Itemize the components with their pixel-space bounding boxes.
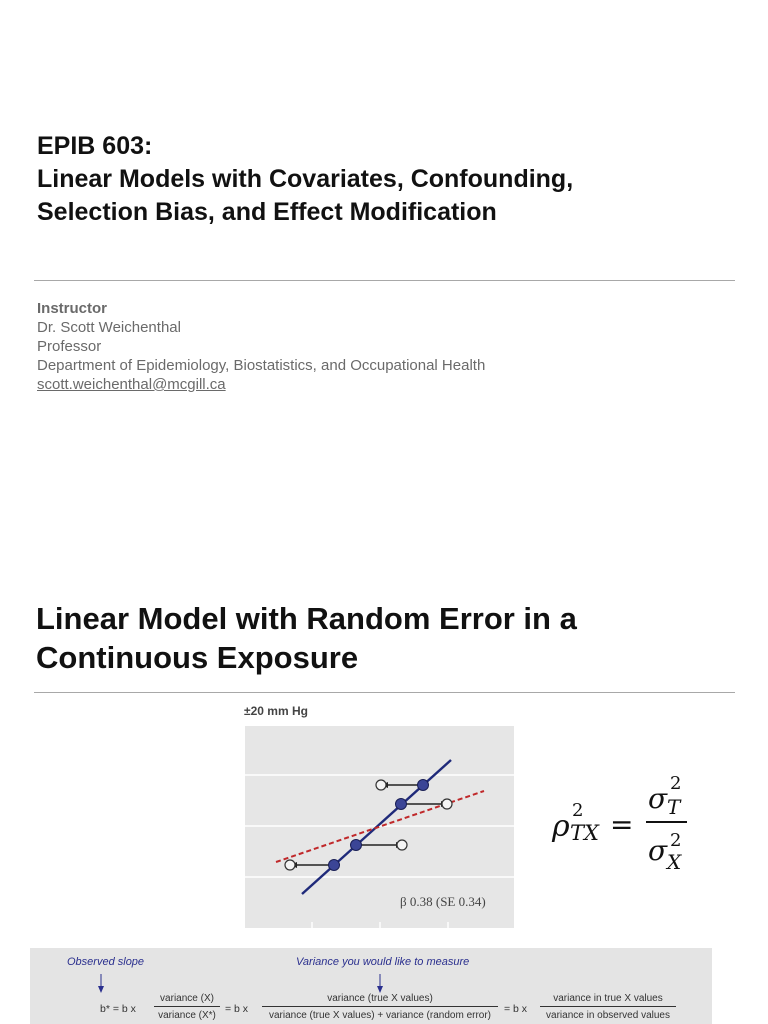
formula-rho-sub: TX <box>570 821 599 845</box>
true-point <box>329 860 340 871</box>
instructor-block <box>37 299 485 394</box>
formula-num-sup: 2 <box>670 773 682 794</box>
course-title <box>37 130 727 229</box>
beta-label: β 0.38 (SE 0.34) <box>400 894 486 909</box>
instructor-department: Department of Epidemiology, Biostatistics, and Occupational Health <box>37 357 486 374</box>
derivation-fraction-1 <box>154 993 220 1021</box>
formula-num-sub: T <box>667 795 681 819</box>
variance-caption: Variance you would like to measure <box>296 956 470 968</box>
observed-point <box>442 799 452 809</box>
fraction-2-numerator: variance (true X values) <box>327 993 433 1004</box>
course-title-line-1: Linear Models with Covariates, Confounding, <box>37 165 574 193</box>
fraction-3-numerator: variance in true X values <box>553 993 663 1004</box>
course-title-line-2: Selection Bias, and Effect Modification <box>37 198 497 226</box>
instructor-heading: Instructor <box>37 300 108 317</box>
formula-sigma-num: σ <box>648 782 668 815</box>
formula-rho-sup: 2 <box>572 800 584 821</box>
derivation-fraction-3 <box>540 993 676 1021</box>
derivation-eq-2: = b x <box>225 1003 249 1015</box>
formula-rho: ρ <box>552 809 570 844</box>
fraction-3-denominator: variance in observed values <box>540 1006 676 1021</box>
reliability-formula <box>548 770 698 880</box>
observed-point <box>397 840 407 850</box>
derivation-eq-3: = b x <box>504 1003 528 1015</box>
section-divider <box>34 692 735 693</box>
fraction-1-denominator: variance (X*) <box>154 1006 220 1021</box>
figure-scale-label: ±20 mm Hg <box>244 704 308 718</box>
true-point <box>351 840 362 851</box>
true-point <box>396 799 407 810</box>
course-code: EPIB 603: <box>37 132 153 160</box>
instructor-email-link[interactable]: scott.weichenthal@mcgill.ca <box>37 376 226 393</box>
instructor-role: Professor <box>37 338 102 355</box>
formula-den-sub: X <box>667 850 682 874</box>
formula-den-sup: 2 <box>670 830 682 851</box>
title-divider <box>34 280 735 281</box>
true-point <box>418 780 429 791</box>
section-title-line-1: Linear Model with Random Error in a <box>36 601 577 636</box>
derivation-fraction-2 <box>262 993 498 1021</box>
attenuation-derivation <box>30 948 712 1024</box>
derivation-lhs: b* = b x <box>100 1003 136 1015</box>
regression-dilution-figure <box>240 700 520 932</box>
formula-sigma-den: σ <box>648 834 668 867</box>
observed-point <box>285 860 295 870</box>
down-arrow-icon <box>96 974 106 994</box>
section-title <box>36 599 726 677</box>
instructor-name: Dr. Scott Weichenthal <box>37 319 181 336</box>
section-title-line-2: Continuous Exposure <box>36 640 359 675</box>
formula-equals: = <box>610 808 634 841</box>
observed-point <box>376 780 386 790</box>
fraction-1-numerator: variance (X) <box>160 993 214 1004</box>
observed-slope-caption: Observed slope <box>67 956 145 968</box>
fraction-2-denominator: variance (true X values) + variance (random error) <box>262 1006 498 1021</box>
down-arrow-icon <box>375 974 385 994</box>
